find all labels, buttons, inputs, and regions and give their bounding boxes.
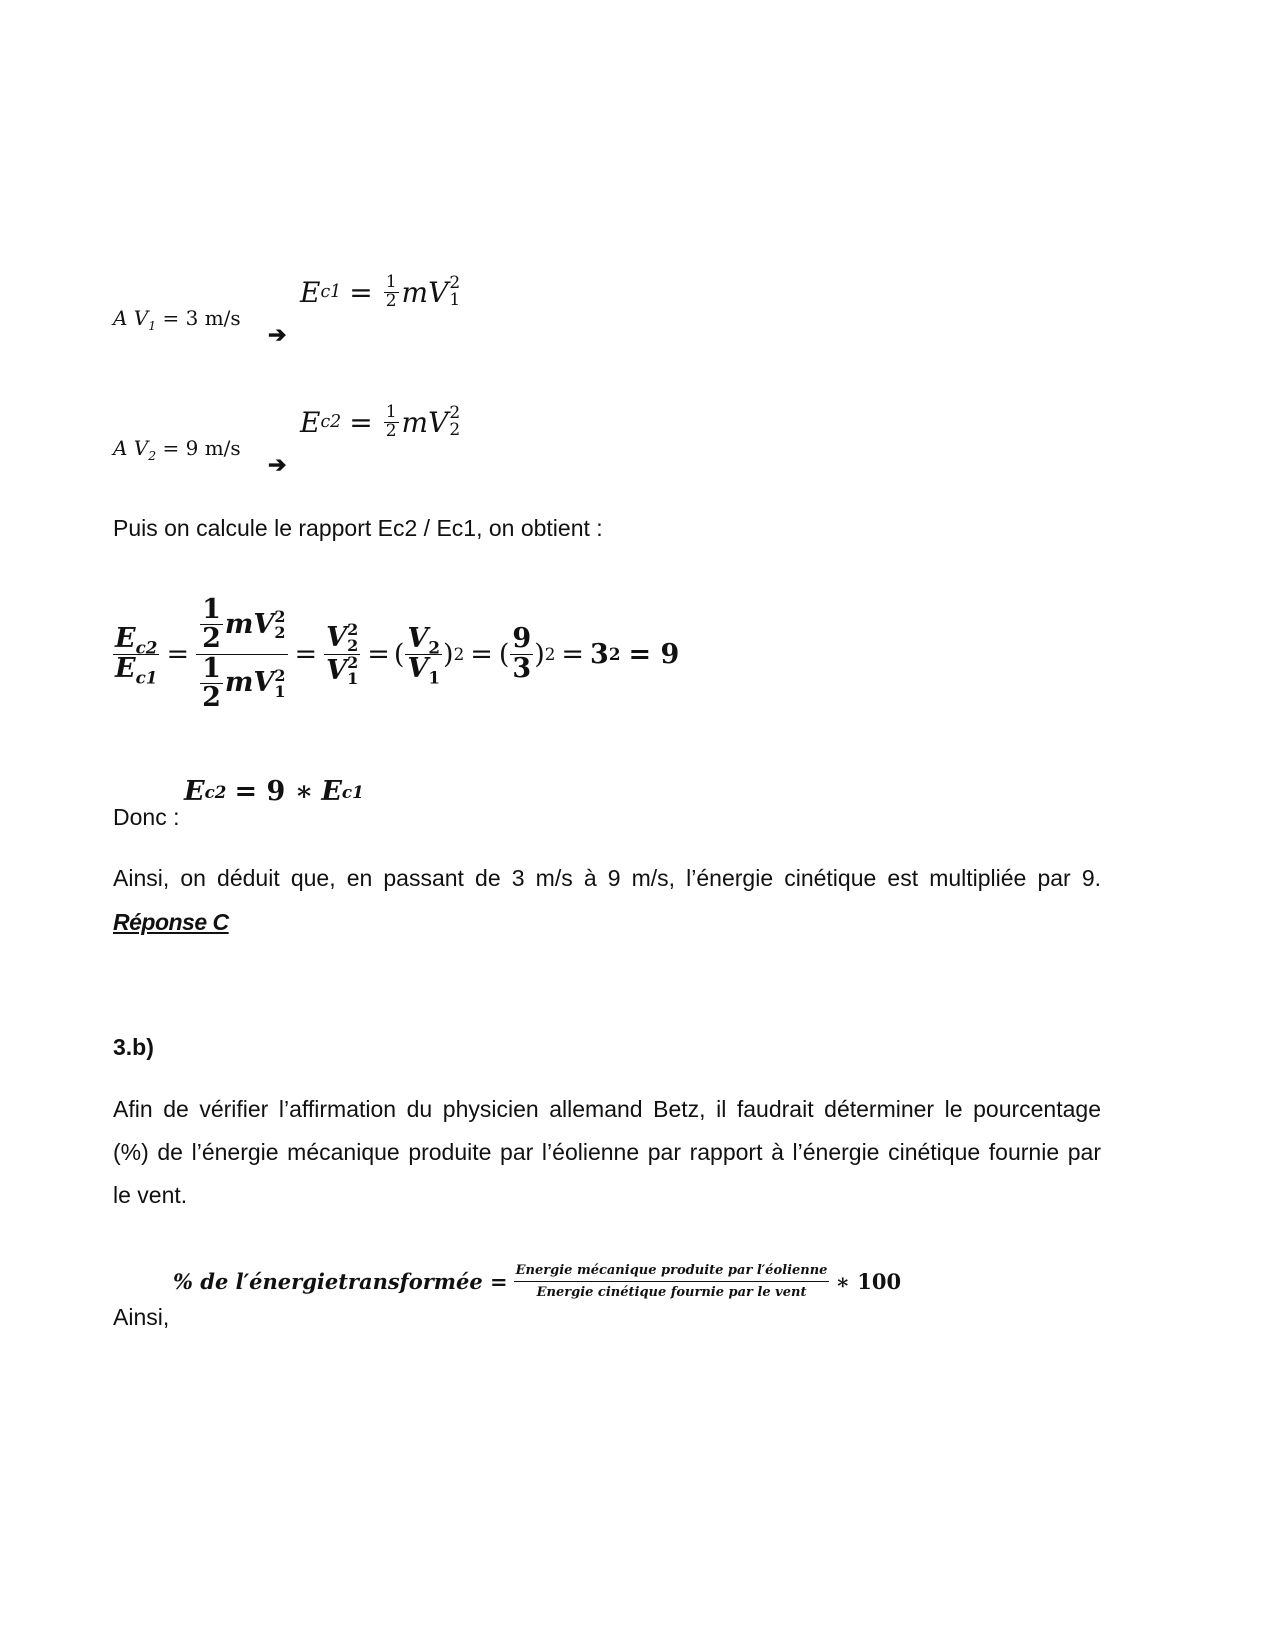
conclusion-paragraph: Ainsi, on déduit que, en passant de 3 m/s à 9 m/s, l’énergie cinétique est multipliée par 9. bbox=[113, 865, 1101, 891]
kinetic-energy-formula-1: E c1 = $\frac{1}{2}$ mV 2 1 bbox=[300, 272, 461, 311]
percent-equation: % de l′énergietransformée = $\frac{\text{Energie mécanique produite par l′éolienne}}{\text{Energie cinétique fournie par le vent}}$ ∗ 100 bbox=[173, 1263, 902, 1300]
donc-equation: E c2 = 9 ∗ E c1 bbox=[184, 776, 364, 807]
arrow-icon: ➔ bbox=[268, 452, 287, 477]
donc-label: Donc : bbox=[113, 804, 180, 830]
ainsi-label: Ainsi, bbox=[113, 1304, 170, 1330]
betz-paragraph-line-3: le vent. bbox=[113, 1182, 188, 1208]
arrow-icon: ➔ bbox=[268, 322, 287, 347]
rapport-sentence: Puis on calcule le rapport Ec2 / Ec1, on obtient : bbox=[113, 515, 603, 541]
betz-paragraph-line-2: (%) de l’énergie mécanique produite par l’éolienne par rapport à l’énergie cinétique fournie par bbox=[113, 1139, 1101, 1165]
speed-2-label: A $V_2 = 9$ m/s bbox=[113, 436, 241, 463]
betz-paragraph-line-1: Afin de vérifier l’affirmation du physicien allemand Betz, il faudrait déterminer le pourcentage bbox=[113, 1096, 1101, 1122]
speed-1-label: A $V_1 = 3$ m/s bbox=[113, 306, 241, 333]
ratio-equation: $\frac{E_{c2}}{E_{c1}}$ = $\frac{1}{2}$ mV 2 2 $\frac{1}{2}$ mV 2 1 = V 2 2 V 2 1 = ( $\frac{V_2}{V_1}$ ) 2 = ( $\frac{9}{3}$ ) 2 = 3 2 = 9 bbox=[115, 594, 680, 714]
answer-label: Réponse C bbox=[113, 909, 229, 935]
kinetic-energy-formula-2: E c2 = $\frac{1}{2}$ mV 2 2 bbox=[300, 402, 461, 441]
section-heading: 3.b) bbox=[113, 1034, 154, 1060]
